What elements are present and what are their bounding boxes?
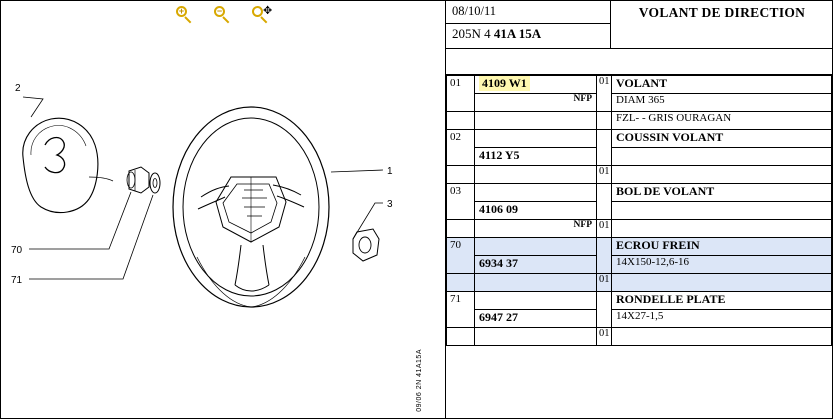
row-desc-lines-cell	[612, 94, 832, 112]
row-number-cell	[447, 238, 475, 274]
table-row[interactable]	[447, 184, 832, 202]
row-desc-cell	[612, 292, 832, 310]
row-desc-title: COUSSIN VOLANT	[616, 130, 724, 144]
row-qty: 01	[599, 76, 610, 87]
plus-sign: +	[178, 6, 185, 16]
row-desc-blank	[612, 274, 832, 292]
table-row-cont	[447, 310, 832, 328]
row-ref-cell	[475, 76, 597, 94]
row-number-cell	[447, 184, 475, 220]
row-ref-cell-2	[475, 256, 597, 274]
zoom-toolbar	[1, 1, 445, 27]
row-qty: 01	[599, 166, 610, 177]
row-ref-cell	[475, 184, 597, 202]
callout-1: 1	[387, 166, 393, 177]
row-ref-cell-2	[475, 148, 597, 166]
row-qty-cell	[597, 238, 612, 274]
callout-70: 70	[11, 245, 23, 256]
row-spacer-ref	[475, 328, 597, 346]
header-spacer	[446, 49, 832, 75]
row-ref-cell-2	[475, 310, 597, 328]
row-qty: 01	[599, 328, 610, 339]
row-reference: 4106 09	[479, 202, 518, 216]
table-row-qty	[447, 328, 832, 346]
table-row-cont	[447, 94, 832, 112]
document-header	[446, 1, 832, 49]
row-number: 71	[450, 293, 461, 305]
row-desc-title: RONDELLE PLATE	[616, 292, 726, 306]
header-left-block	[446, 1, 611, 48]
drawing-side-code: 09/06 2N 41A15A	[416, 349, 423, 412]
row-spacer-ref	[475, 166, 597, 184]
header-reference-prefix: 205N 4	[452, 26, 494, 41]
row-ref-cell	[475, 292, 597, 310]
row-nfp-cell	[475, 220, 597, 238]
row-spacer-ref	[475, 112, 597, 130]
table-row-cont	[447, 148, 832, 166]
row-nfp: NFP	[573, 220, 592, 230]
parts-list-panel	[446, 0, 833, 419]
row-desc-cell	[612, 130, 832, 148]
row-desc-title: BOL DE VOLANT	[616, 184, 715, 198]
row-desc-line: DIAM 365	[616, 94, 665, 106]
row-qty-cell	[597, 76, 612, 112]
row-desc-cell	[612, 184, 832, 202]
row-ref-cell	[475, 238, 597, 256]
table-row-nfp	[447, 220, 832, 238]
row-spacer-num	[447, 274, 475, 292]
table-row[interactable]	[447, 130, 832, 148]
zoom-pan-icon[interactable]	[250, 4, 272, 24]
row-qty-cell	[597, 130, 612, 166]
row-number-cell	[447, 130, 475, 166]
row-nfp: NFP	[573, 94, 592, 104]
row-number-cell	[447, 76, 475, 112]
row-spacer-num	[447, 328, 475, 346]
zoom-in-icon[interactable]	[174, 4, 196, 24]
row-qty-cell	[597, 184, 612, 220]
table-row-qty	[447, 166, 832, 184]
row-reference: 4109 W1	[479, 76, 530, 91]
table-row-extra	[447, 112, 832, 130]
row-qty-cell-2	[597, 220, 612, 238]
row-desc-line-2: FZL- - GRIS OURAGAN	[616, 112, 732, 124]
row-desc-lines-cell	[612, 202, 832, 220]
header-divider	[446, 23, 610, 24]
row-number-cell	[447, 292, 475, 328]
table-row-selected[interactable]	[447, 238, 832, 256]
row-desc-lines-cell	[612, 256, 832, 274]
row-desc-line: 14X27-1,5	[616, 310, 664, 322]
magnifier-handle	[260, 16, 267, 23]
row-reference: 6947 27	[479, 310, 518, 324]
table-row[interactable]	[447, 292, 832, 310]
magnifier-handle	[222, 16, 229, 23]
row-desc-lines-cell	[612, 310, 832, 328]
row-desc-line: 14X150-12,6-16	[616, 256, 690, 268]
row-number: 70	[450, 239, 461, 251]
row-desc-title: VOLANT	[616, 76, 668, 90]
callout-71: 71	[11, 275, 23, 286]
row-nfp-cell	[475, 94, 597, 112]
move-arrows-icon: ✥	[263, 4, 273, 17]
table-row-cont	[447, 202, 832, 220]
row-number: 03	[450, 185, 461, 197]
row-spacer-num	[447, 112, 475, 130]
table-row-qty	[447, 274, 832, 292]
row-number: 01	[450, 77, 461, 89]
header-title: VOLANT DE DIRECTION	[638, 5, 806, 20]
row-desc-blank	[612, 220, 832, 238]
row-desc-blank	[612, 166, 832, 184]
table-row[interactable]	[447, 76, 832, 94]
header-reference	[452, 26, 541, 42]
magnifier-handle	[184, 16, 191, 23]
row-qty-cell	[597, 292, 612, 328]
row-ref-cell	[475, 130, 597, 148]
row-desc-cell	[612, 76, 832, 94]
row-qty-cell-2	[597, 274, 612, 292]
row-qty-cell-2	[597, 328, 612, 346]
row-qty-cell-2	[597, 166, 612, 184]
steering-wheel-diagram	[1, 27, 445, 418]
row-desc-lines-cell-2	[612, 112, 832, 130]
row-reference: 6934 37	[479, 256, 518, 270]
row-desc-title: ECROU FREIN	[616, 238, 700, 252]
row-ref-wrap	[475, 76, 596, 91]
row-qty: 01	[599, 220, 610, 231]
row-desc-cell	[612, 238, 832, 256]
header-reference-code: 41A 15A	[493, 26, 542, 41]
row-desc-blank	[612, 328, 832, 346]
row-number: 02	[450, 131, 461, 143]
row-spacer-qty	[597, 112, 612, 130]
row-spacer-num	[447, 166, 475, 184]
zoom-out-icon[interactable]	[212, 4, 234, 24]
minus-sign: −	[216, 6, 223, 16]
row-reference: 4112 Y5	[479, 148, 520, 162]
parts-table	[446, 75, 832, 346]
row-spacer-ref	[475, 274, 597, 292]
row-desc-lines-cell	[612, 148, 832, 166]
row-ref-cell-2	[475, 202, 597, 220]
callout-3: 3	[387, 199, 393, 210]
table-row-cont	[447, 256, 832, 274]
row-spacer-num	[447, 220, 475, 238]
row-qty: 01	[599, 274, 610, 285]
header-date: 08/10/11	[452, 4, 496, 18]
callout-2: 2	[15, 83, 21, 94]
